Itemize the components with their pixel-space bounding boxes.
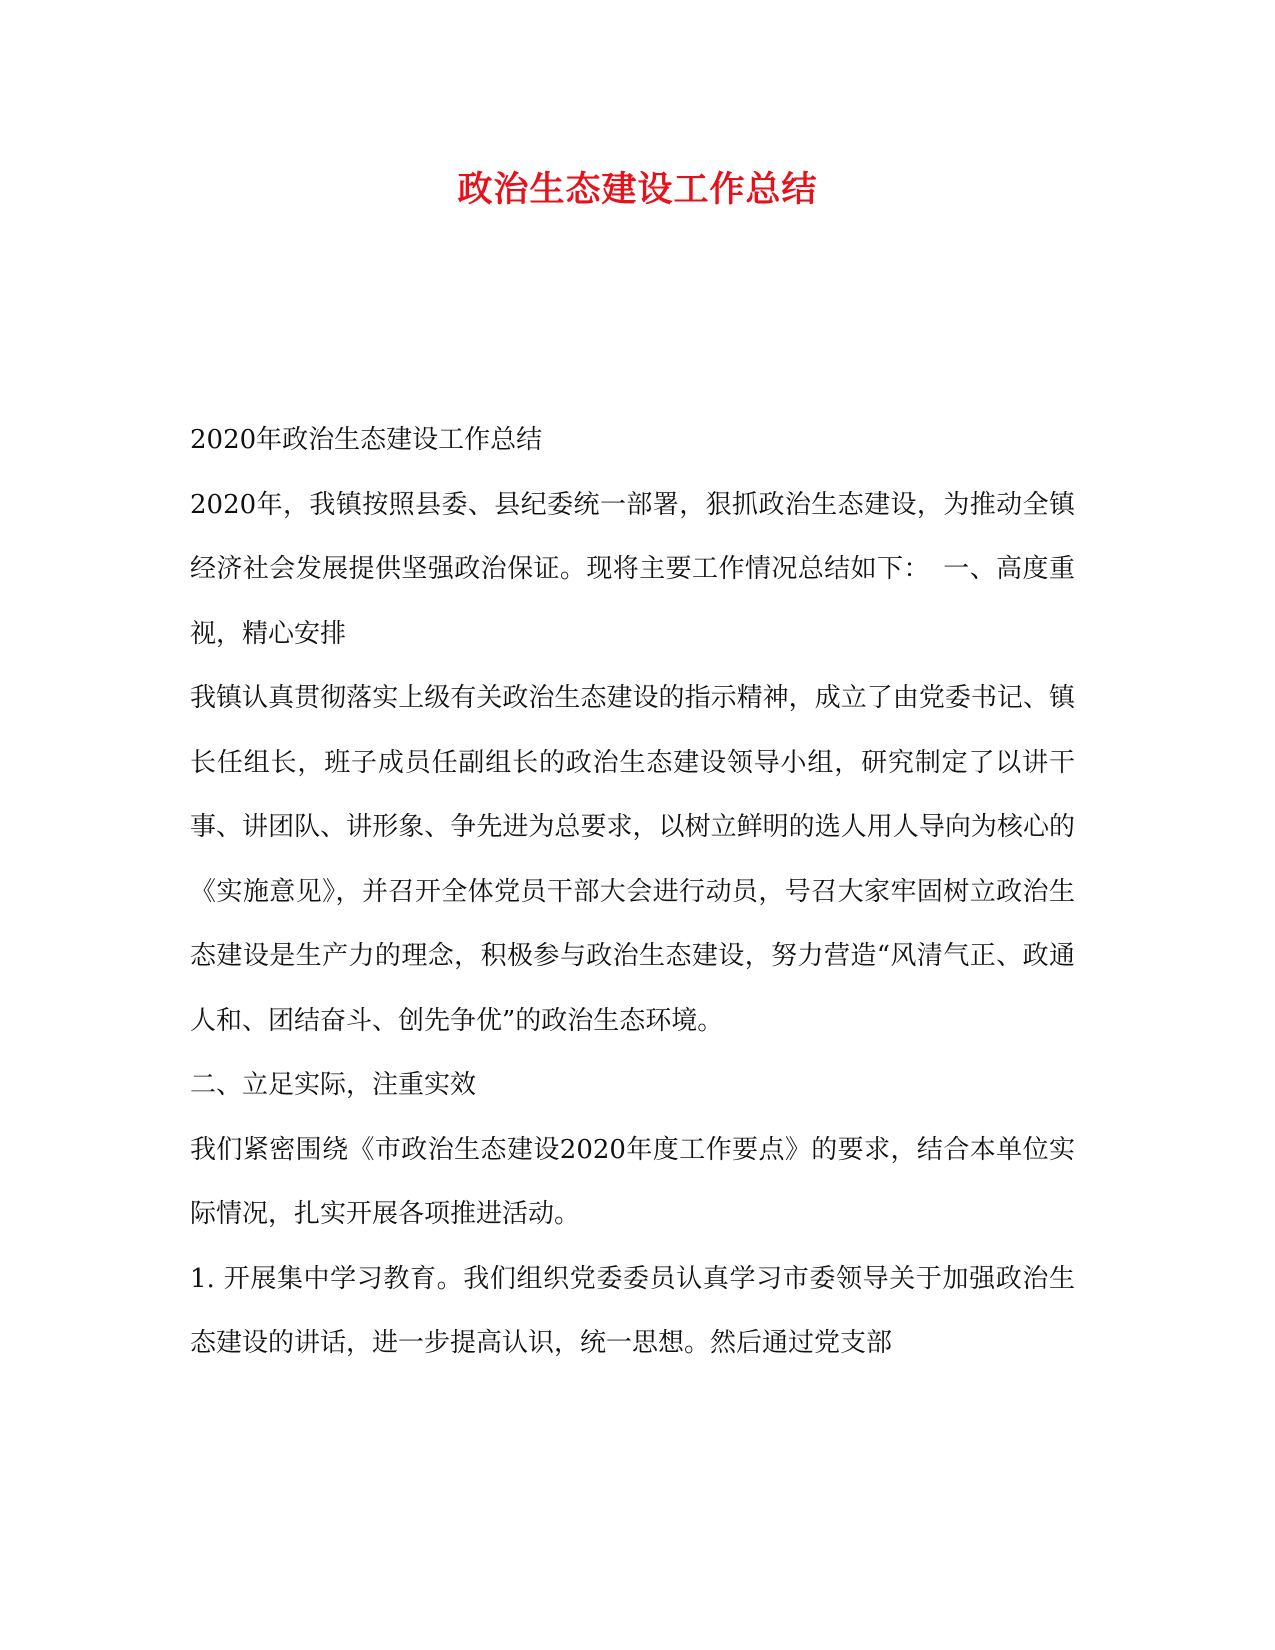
body-paragraph-heading: 2020年政治生态建设工作总结 (190, 425, 543, 455)
body-paragraph-intro: 2020年，我镇按照县委、县纪委统一部署，狠抓政治生态建设，为推动全镇经济社会发展提供坚强政治保证。现将主要工作情况总结如下： 一、高度重视，精心安排 (190, 489, 1075, 649)
body-paragraph-section-two: 我们紧密围绕《市政治生态建设2020年度工作要点》的要求，结合本单位实际情况，扎实开展各项推进活动。 (190, 1134, 1075, 1229)
document-body (190, 408, 1075, 1376)
body-paragraph-section-two-heading: 二、立足实际，注重实效 (190, 1070, 477, 1100)
body-paragraph-section-one: 我镇认真贯彻落实上级有关政治生态建设的指示精神，成立了由党委书记、镇长任组长，班子成员任副组长的政治生态建设领导小组，研究制定了以讲干事、讲团队、讲形象、争先进为总要求，以树立鲜明的选人用人导向为核心的《实施意见》，并召开全体党员干部大会进行动员，号召大家牢固树立政治生态建设是生产力的理念，积极参与政治生态建设，努力营造“风清气正、政通人和、团结奋斗、创先争优”的政治生态环境。 (190, 683, 1075, 1036)
body-paragraph-item-one: 1. 开展集中学习教育。我们组织党委委员认真学习市委领导关于加强政治生态建设的讲话，进一步提高认识，统一思想。然后通过党支部 (190, 1263, 1075, 1358)
document-title: 政治生态建设工作总结 (457, 169, 818, 210)
